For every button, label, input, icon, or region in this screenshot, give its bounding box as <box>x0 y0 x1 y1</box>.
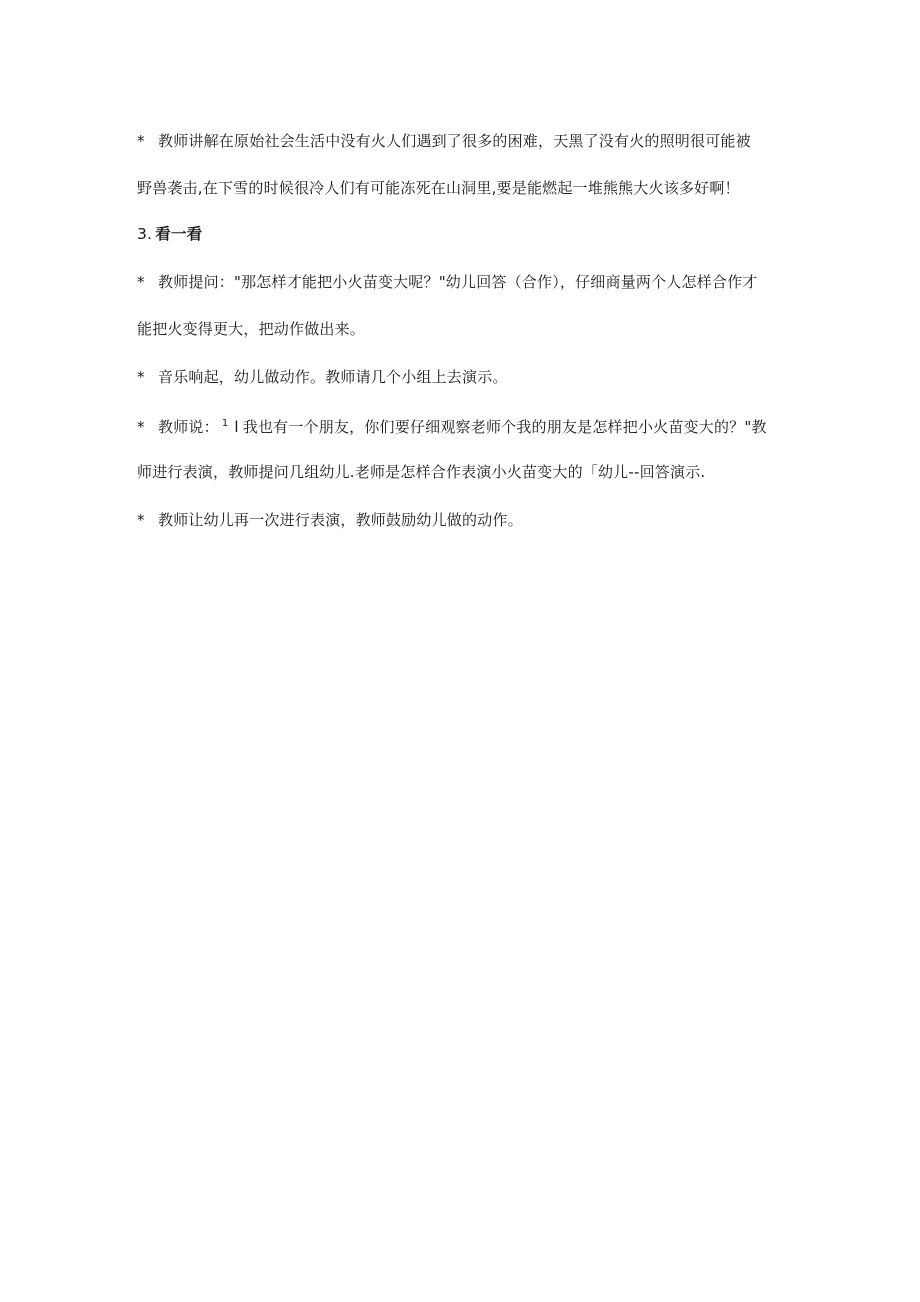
paragraph-4-prefix: 教师说： <box>158 418 219 436</box>
paragraph-3-text-1: 音乐响起，幼儿做动作。教师请几个小组上去演示。 <box>158 368 508 386</box>
bullet-marker: * <box>137 132 145 150</box>
paragraph-2-text-1: 教师提问："那怎样才能把小火苗变大呢？"幼儿回答（合作），仔细商量两个人怎样合作才 <box>158 273 758 291</box>
paragraph-3-line-1 <box>137 367 508 387</box>
bullet-marker: * <box>137 418 145 436</box>
paragraph-2-line-2: 能把火变得更大，把动作做出来。 <box>137 320 366 338</box>
bullet-marker: * <box>137 273 145 291</box>
bar-mark: l <box>234 418 239 436</box>
paragraph-5-line-1 <box>137 510 523 530</box>
paragraph-1-text-1: 教师讲解在原始社会生活中没有火人们遇到了很多的困难，天黑了没有火的照明很可能被 <box>158 132 751 150</box>
paragraph-4-text-1: 我也有一个朋友，你们要仔细观察老师个我的朋友是怎样把小火苗变大的？"教 <box>242 418 767 436</box>
paragraph-5-text-1: 教师让幼儿再一次进行表演，教师鼓励幼儿做的动作。 <box>158 511 523 529</box>
paragraph-4-line-2: 师进行表演，教师提问几组幼儿.老师是怎样合作表演小火苗变大的「幼儿--回答演示. <box>137 463 706 481</box>
section-number: 3. <box>137 225 153 243</box>
paragraph-4-line-1 <box>137 414 767 437</box>
section-title: 看一看 <box>155 225 203 243</box>
bullet-marker: * <box>137 368 145 386</box>
superscript-mark: 1 <box>221 418 229 429</box>
paragraph-2-line-1 <box>137 272 758 292</box>
paragraph-1-line-1 <box>137 131 751 151</box>
paragraph-1-line-2: 野兽袭击,在下雪的时候很冷人们有可能冻死在山洞里,要是能燃起一堆熊熊大火该多好啊！ <box>137 179 740 197</box>
bullet-marker: * <box>137 511 145 529</box>
section-heading <box>137 224 202 244</box>
